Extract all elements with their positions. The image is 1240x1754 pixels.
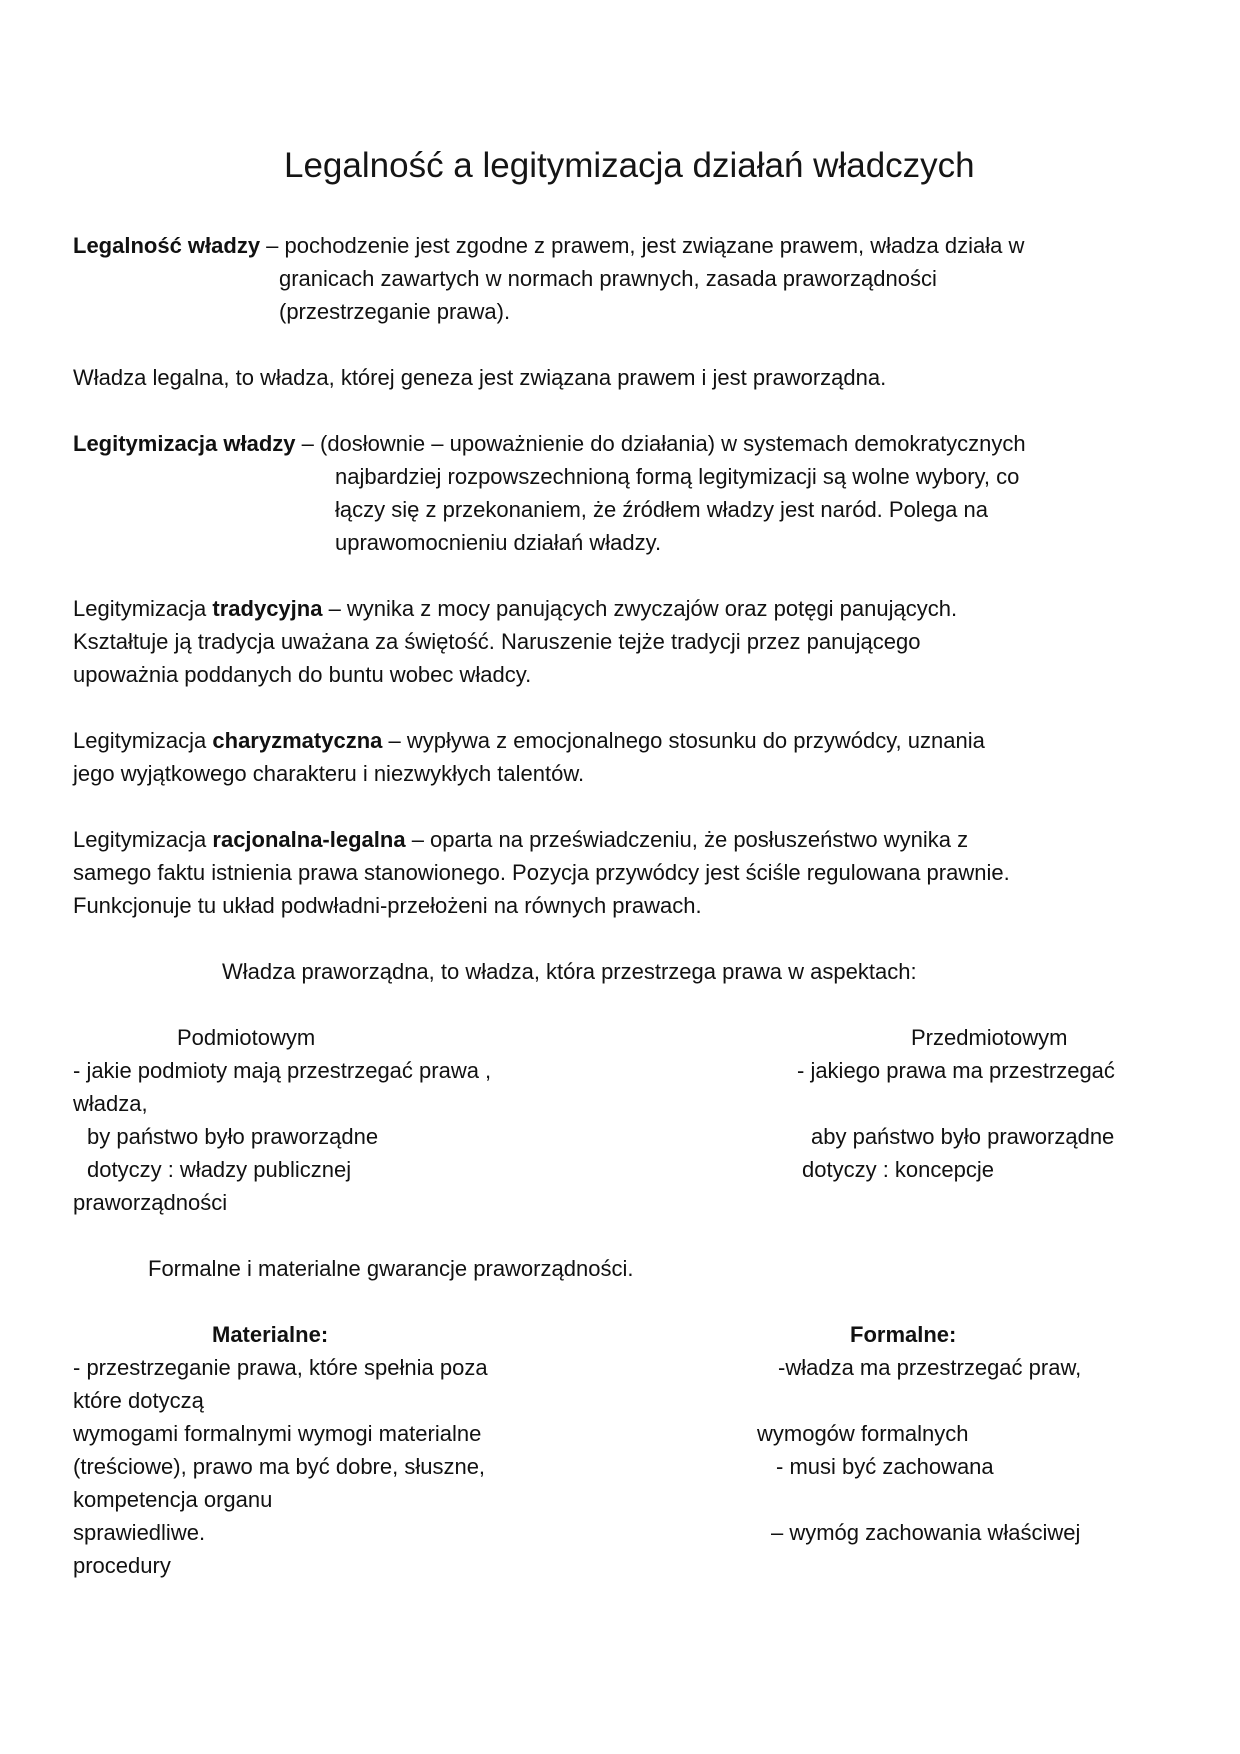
charyzmatyczna-term: charyzmatyczna <box>212 728 383 753</box>
tradycyjna-text-2: Kształtuje ją tradycja uważana za świętość. Naruszenie tejże tradycji przez panującego <box>73 629 921 654</box>
podmiotowym-line-5: praworządności <box>73 1190 228 1215</box>
legitymizacja-dash: – <box>295 431 320 456</box>
formalne-line-3: - musi być zachowana <box>776 1454 994 1479</box>
podmiotowym-line-4: dotyczy : władzy publicznej <box>87 1157 352 1182</box>
materialne-line-2: które dotyczą <box>73 1388 204 1413</box>
formalne-heading <box>850 1318 956 1351</box>
wladza-legalna-definition: Władza legalna, to władza, której geneza jest związana prawem i jest praworządna. <box>73 365 887 390</box>
racjonalna-prefix: Legitymizacja <box>73 827 213 852</box>
charyzmatyczna-text-1: – wypływa z emocjonalnego stosunku do przywódcy, uznania <box>382 728 985 753</box>
legalnosc-paragraph-line-1 <box>73 229 1024 262</box>
podmiotowym-heading: Podmiotowym <box>177 1025 316 1050</box>
legitymizacja-paragraph-line-1 <box>73 427 1026 460</box>
przedmiotowym-line-1: - jakiego prawa ma przestrzegać <box>797 1058 1115 1083</box>
materialne-heading-text: Materialne: <box>212 1322 329 1347</box>
legalnosc-term: Legalność władzy <box>73 233 261 258</box>
praworzadna-intro: Władza praworządna, to władza, która przestrzega prawa w aspektach: <box>222 959 917 984</box>
podmiotowym-line-2: władza, <box>73 1091 148 1116</box>
materialne-heading <box>212 1318 328 1351</box>
racjonalna-text-2: samego faktu istnienia prawa stanowionego. Pozycja przywódcy jest ściśle regulowana prawnie. <box>73 860 1010 885</box>
page-title: Legalność a legitymizacja działań władczych <box>284 146 975 185</box>
legitymizacja-text-1: (dosłownie – upoważnienie do działania) w systemach demokratycznych <box>320 431 1026 456</box>
formalne-line-4: – wymóg zachowania właściwej <box>771 1520 1081 1545</box>
tradycyjna-text-3: upoważnia poddanych do buntu wobec władcy. <box>73 662 532 687</box>
legalnosc-text-3: (przestrzeganie prawa). <box>279 299 511 324</box>
legalnosc-dash: – <box>260 233 285 258</box>
tradycyjna-text-1: – wynika z mocy panujących zwyczajów oraz potęgi panujących. <box>322 596 958 621</box>
podmiotowym-line-3: by państwo było praworządne <box>87 1124 379 1149</box>
materialne-line-3: wymogami formalnymi wymogi materialne <box>73 1421 482 1446</box>
charyzmatyczna-line-1 <box>73 724 985 757</box>
gwarancje-title: Formalne i materialne gwarancje praworządności. <box>148 1256 634 1281</box>
przedmiotowym-line-3: dotyczy : koncepcje <box>802 1157 994 1182</box>
legitymizacja-text-3: łączy się z przekonaniem, że źródłem władzy jest naród. Polega na <box>335 497 988 522</box>
legalnosc-text-2: granicach zawartych w normach prawnych, zasada praworządności <box>279 266 937 291</box>
tradycyjna-line-1 <box>73 592 957 625</box>
materialne-line-5: kompetencja organu <box>73 1487 273 1512</box>
formalne-heading-text: Formalne: <box>850 1322 957 1347</box>
racjonalna-text-3: Funkcjonuje tu układ podwładni-przełożeni na równych prawach. <box>73 893 702 918</box>
tradycyjna-term: tradycyjna <box>212 596 323 621</box>
materialne-line-4: (treściowe), prawo ma być dobre, słuszne, <box>73 1454 486 1479</box>
przedmiotowym-heading: Przedmiotowym <box>911 1025 1068 1050</box>
legitymizacja-text-4: uprawomocnieniu działań władzy. <box>335 530 662 555</box>
materialne-line-7: procedury <box>73 1553 171 1578</box>
podmiotowym-line-1: - jakie podmioty mają przestrzegać prawa , <box>73 1058 492 1083</box>
tradycyjna-prefix: Legitymizacja <box>73 596 213 621</box>
formalne-line-2: wymogów formalnych <box>757 1421 969 1446</box>
materialne-line-6: sprawiedliwe. <box>73 1520 206 1545</box>
legalnosc-text-1: pochodzenie jest zgodne z prawem, jest związane prawem, władza działa w <box>284 233 1025 258</box>
legitymizacja-text-2: najbardziej rozpowszechnioną formą legitymizacji są wolne wybory, co <box>335 464 1020 489</box>
racjonalna-line-1 <box>73 823 968 856</box>
racjonalna-text-1: – oparta na przeświadczeniu, że posłuszeństwo wynika z <box>405 827 969 852</box>
charyzmatyczna-text-2: jego wyjątkowego charakteru i niezwykłych talentów. <box>73 761 585 786</box>
legitymizacja-term: Legitymizacja władzy <box>73 431 296 456</box>
charyzmatyczna-prefix: Legitymizacja <box>73 728 213 753</box>
przedmiotowym-line-2: aby państwo było praworządne <box>811 1124 1115 1149</box>
formalne-line-1: -władza ma przestrzegać praw, <box>778 1355 1082 1380</box>
racjonalna-term: racjonalna-legalna <box>212 827 406 852</box>
materialne-line-1: - przestrzeganie prawa, które spełnia poza <box>73 1355 488 1380</box>
